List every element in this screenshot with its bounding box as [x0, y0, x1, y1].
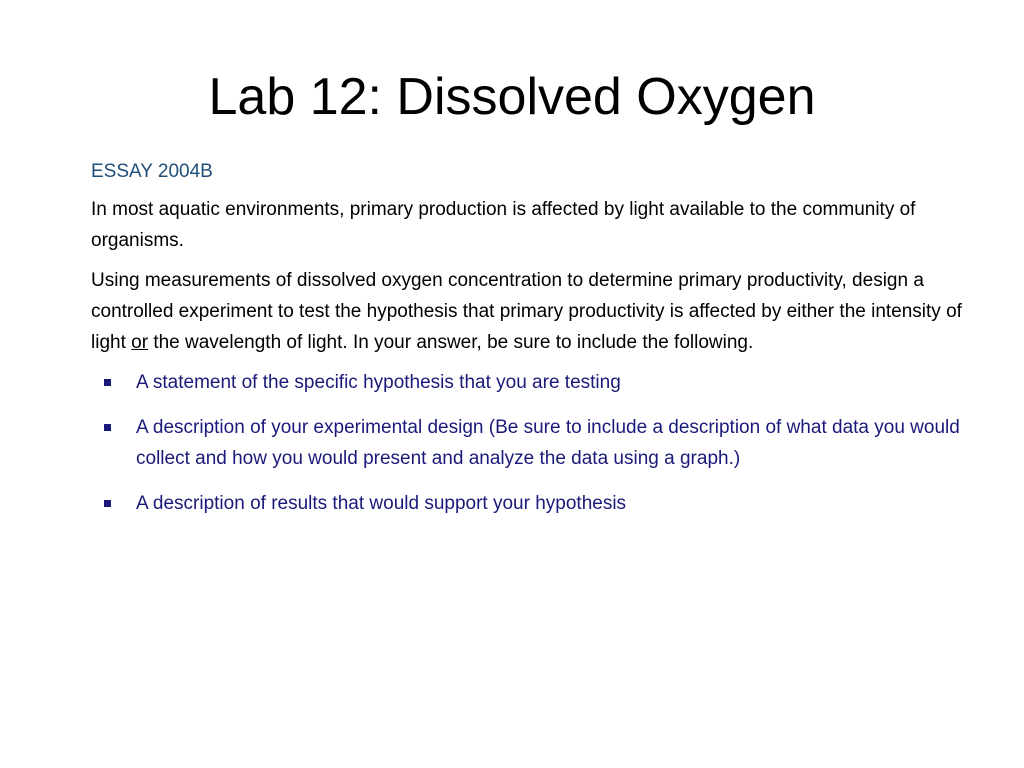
list-item	[91, 488, 991, 519]
square-bullet-icon	[104, 379, 111, 386]
prompt-text-before: Using measurements of dissolved oxygen concentration to determine primary productivity, design a controlled experiment to test the hypothesis that primary productivity is affected by either the intensity of light	[91, 270, 962, 353]
list-item	[91, 367, 991, 398]
requirements-list	[91, 367, 991, 519]
intro-paragraph: In most aquatic environments, primary production is affected by light available to the community of organisms.	[91, 199, 916, 251]
square-bullet-icon	[104, 424, 111, 431]
prompt-text-after: the wavelength of light. In your answer, be sure to include the following.	[148, 332, 754, 353]
prompt-paragraph	[91, 265, 991, 358]
prompt-emphasis: or	[131, 332, 149, 353]
essay-subheading: ESSAY 2004B	[91, 161, 213, 182]
list-item	[91, 412, 991, 474]
list-item-text: A statement of the specific hypothesis that you are testing	[136, 372, 621, 393]
slide-content	[91, 158, 991, 533]
slide-title: Lab 12: Dissolved Oxygen	[208, 68, 816, 126]
list-item-text: A description of results that would support your hypothesis	[136, 493, 627, 514]
square-bullet-icon	[104, 500, 111, 507]
list-item-text: A description of your experimental design (Be sure to include a description of what data you would collect and how you would present and analyze the data using a graph.)	[136, 417, 960, 469]
